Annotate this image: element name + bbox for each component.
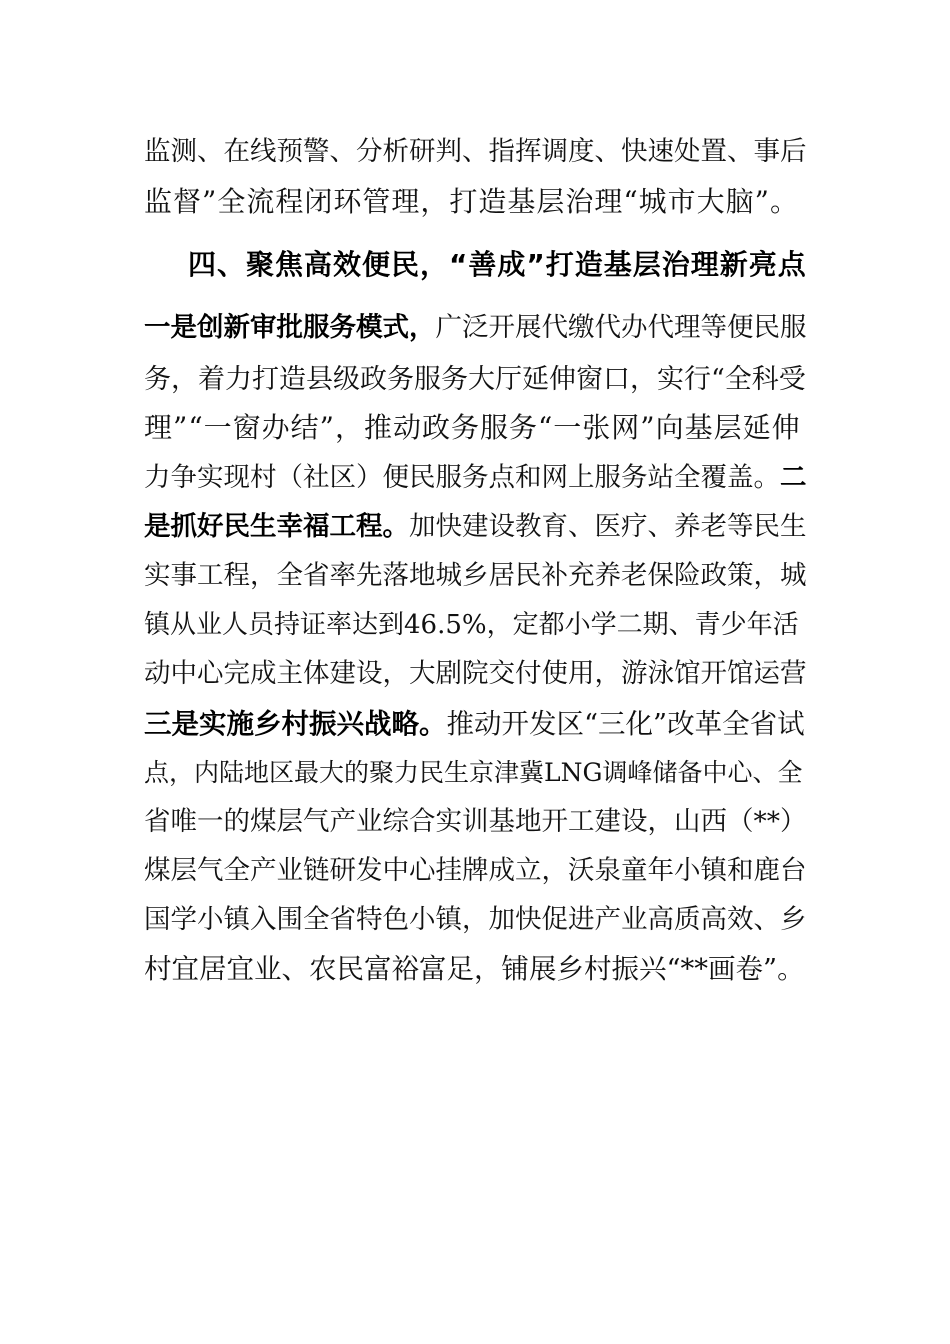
text-span: 力争实现村（社区）便民服务点和网上服务站全覆盖。 bbox=[144, 462, 780, 493]
bold-lead: 是抓好民生幸福工程。 bbox=[144, 511, 409, 542]
text-line: 监督”全流程闭环管理，打造基层治理“城市大脑”。 bbox=[144, 185, 799, 218]
text-line: 动中心完成主体建设，大剧院交付使用，游泳馆开馆运营 bbox=[144, 658, 807, 689]
text-line: 务，着力打造县级政务服务大厅延伸窗口，实行“全科受 bbox=[144, 364, 806, 395]
text-line bbox=[144, 310, 808, 346]
text-line: 国学小镇入围全省特色小镇，加快促进产业高质高效、乡 bbox=[144, 904, 807, 935]
bold-lead: 三是实施乡村振兴战略。 bbox=[144, 708, 447, 740]
text-span: 推动开发区“三化”改革全省试 bbox=[446, 708, 805, 740]
bold-lead: 一是创新审批服务模式， bbox=[144, 312, 436, 343]
text-span: 广泛开展代缴代办代理等便民服 bbox=[435, 312, 807, 343]
text-span: 加快建设教育、医疗、养老等民生 bbox=[409, 511, 807, 542]
text-line: 镇从业人员持证率达到46.5%，定都小学二期、青少年活 bbox=[144, 610, 799, 640]
text-line: 煤层气全产业链研发中心挂牌成立，沃泉童年小镇和鹿台 bbox=[144, 855, 807, 886]
text-line bbox=[144, 706, 808, 742]
bold-lead: 二 bbox=[780, 462, 807, 493]
text-line: 监测、在线预警、分析研判、指挥调度、快速处置、事后 bbox=[144, 136, 807, 167]
text-line: 村宜居宜业、农民富裕富足，铺展乡村振兴“**画卷”。 bbox=[144, 953, 805, 985]
text-line: 点，内陆地区最大的聚力民生京津冀LNG调峰储备中心、全 bbox=[144, 758, 803, 787]
section-heading: 四、聚焦高效便民，“善成”打造基层治理新亮点 bbox=[188, 248, 807, 281]
text-line bbox=[144, 460, 808, 496]
text-line: 实事工程，全省率先落地城乡居民补充养老保险政策，城 bbox=[144, 560, 807, 591]
text-line: 理”“一窗办结”，推动政务服务“一张网”向基层延伸 bbox=[144, 411, 801, 444]
text-line: 省唯一的煤层气产业综合实训基地开工建设，山西（**） bbox=[144, 806, 807, 837]
text-line bbox=[144, 509, 808, 545]
